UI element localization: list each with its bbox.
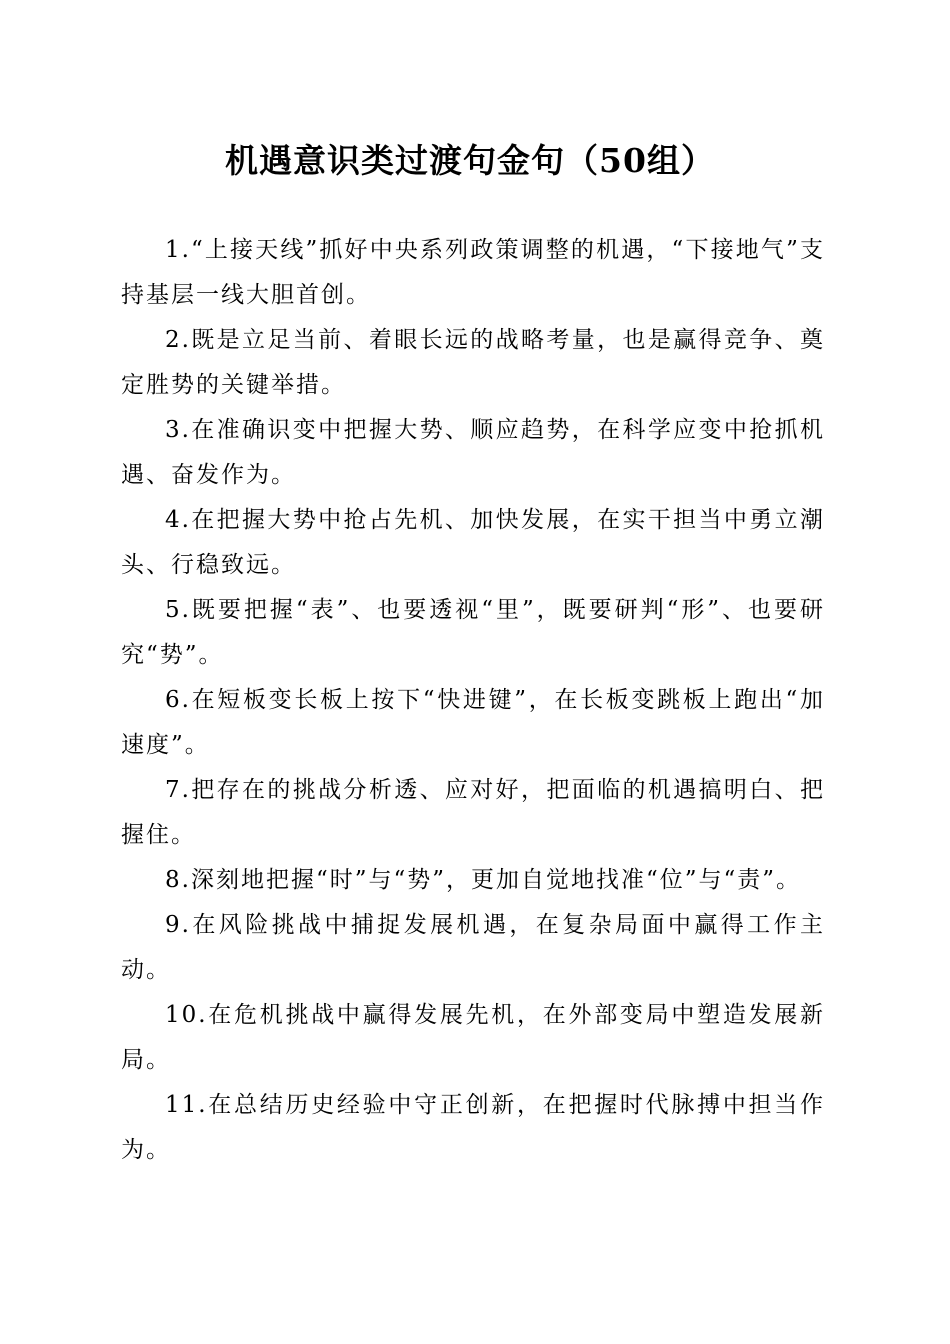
list-item: 9.在风险挑战中捕捉发展机遇，在复杂局面中赢得工作主动。 [121,912,825,983]
list-item: 3.在准确识变中把握大势、顺应趋势，在科学应变中抢抓机遇、奋发作为。 [121,417,825,488]
list-item: 5.既要把握“表”、也要透视“里”，既要研判“形”、也要研究“势”。 [121,597,825,668]
list-item: 1.“上接天线”抓好中央系列政策调整的机遇，“下接地气”支持基层一线大胆首创。 [121,237,825,308]
list-item: 4.在把握大势中抢占先机、加快发展，在实干担当中勇立潮头、行稳致远。 [121,507,825,578]
list-item: 7.把存在的挑战分析透、应对好，把面临的机遇搞明白、把握住。 [121,777,825,848]
list-item: 2.既是立足当前、着眼长远的战略考量，也是赢得竞争、奠定胜势的关键举措。 [121,327,825,398]
list-item: 10.在危机挑战中赢得发展先机，在外部变局中塑造发展新局。 [121,1002,825,1073]
list-item: 11.在总结历史经验中守正创新，在把握时代脉搏中担当作为。 [121,1092,825,1163]
list-item: 8.深刻地把握“时”与“势”，更加自觉地找准“位”与“责”。 [165,867,802,893]
document-title: 机遇意识类过渡句金句（50组） [225,141,715,180]
list-item: 6.在短板变长板上按下“快进键”，在长板变跳板上跑出“加速度”。 [121,687,825,758]
document-body [121,228,825,1173]
